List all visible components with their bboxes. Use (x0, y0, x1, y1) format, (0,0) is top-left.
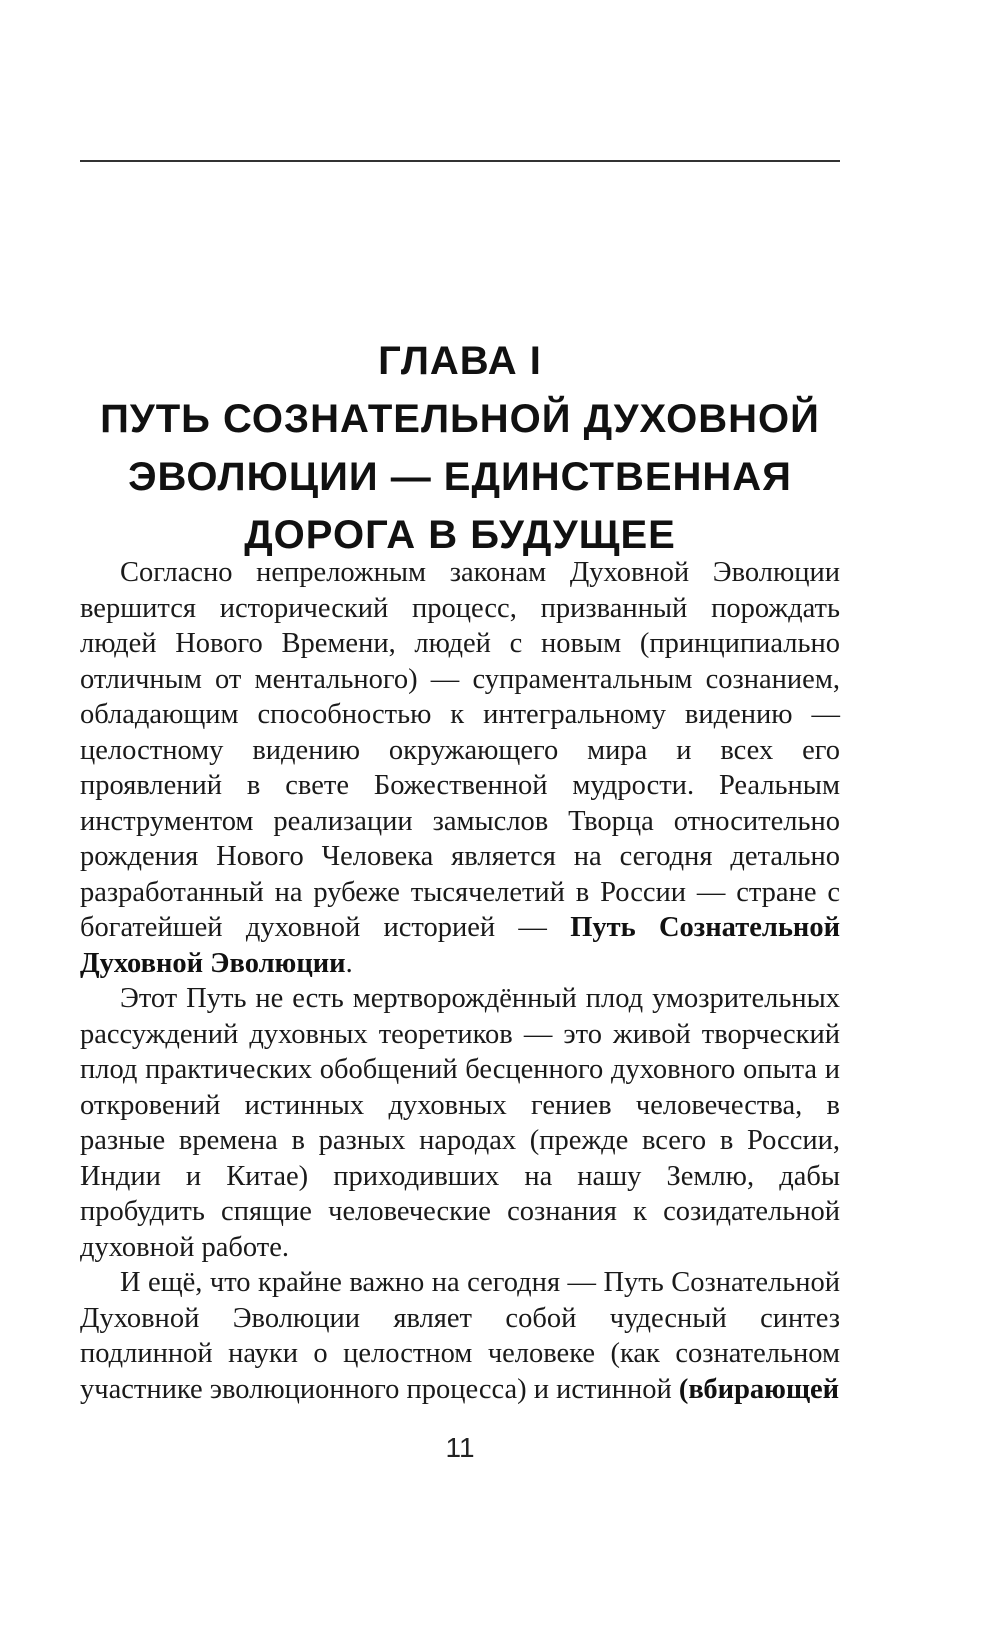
paragraph-3-text: И ещё, что крайне важно на сегодня — Путь Сознательной Духовной Эволюции являет собой чудесный синтез подлинной науки о целостном человеке (как сознательном участнике эволюционного процесса) и истинной (80, 1267, 840, 1405)
chapter-title-line-1: ПУТЬ СОЗНАТЕЛЬНОЙ ДУХОВНОЙ (100, 397, 820, 441)
paragraph-2 (80, 981, 840, 1265)
paragraph-3-emphasis: (вбирающей (678, 1373, 840, 1405)
chapter-title-line-3: ДОРОГА В БУДУЩЕЕ (244, 513, 676, 557)
top-rule (80, 160, 840, 162)
chapter-body (80, 555, 840, 1407)
paragraph-2-text: Этот Путь не есть мертворождённый плод умозрительных рассуждений духовных теоретиков — это живой творческий плод практических обобщений бесценного духовного опыта и откровений истинных духовных гениев человечества, в разные времена в разных народах (прежде всего в России, Индии и Китае) приходивших на нашу Землю, дабы пробудить спящие человеческие сознания к созидательной духовной работе. (80, 983, 840, 1263)
chapter-title-line-2: ЭВОЛЮЦИИ — ЕДИНСТВЕННАЯ (128, 455, 792, 499)
paragraph-1-end: . (345, 947, 353, 979)
chapter-heading (80, 332, 840, 564)
page-number: 11 (445, 1432, 475, 1463)
paragraph-3 (80, 1265, 840, 1407)
paragraph-1-emphasis: Путь Сознательной Духовной Эволюции (80, 912, 840, 979)
paragraph-1 (80, 555, 840, 981)
chapter-number: ГЛАВА I (378, 339, 542, 383)
paragraph-1-text: Согласно непреложным законам Духовной Эволюции вершится исторический процесс, призванный порождать людей Нового Времени, людей с новым (принципиально отличным от ментального) — супраментальным сознанием, обладающим способностью к интегральному видению — целостному видению окружающего мира и всех его проявлений в свете Божественной мудрости. Реальным инструментом реализации замыслов Творца относительно рождения Нового Человека является на сегодня детально разработанный на рубеже тысячелетий в России — стране с богатейшей духовной историей — (80, 557, 840, 943)
